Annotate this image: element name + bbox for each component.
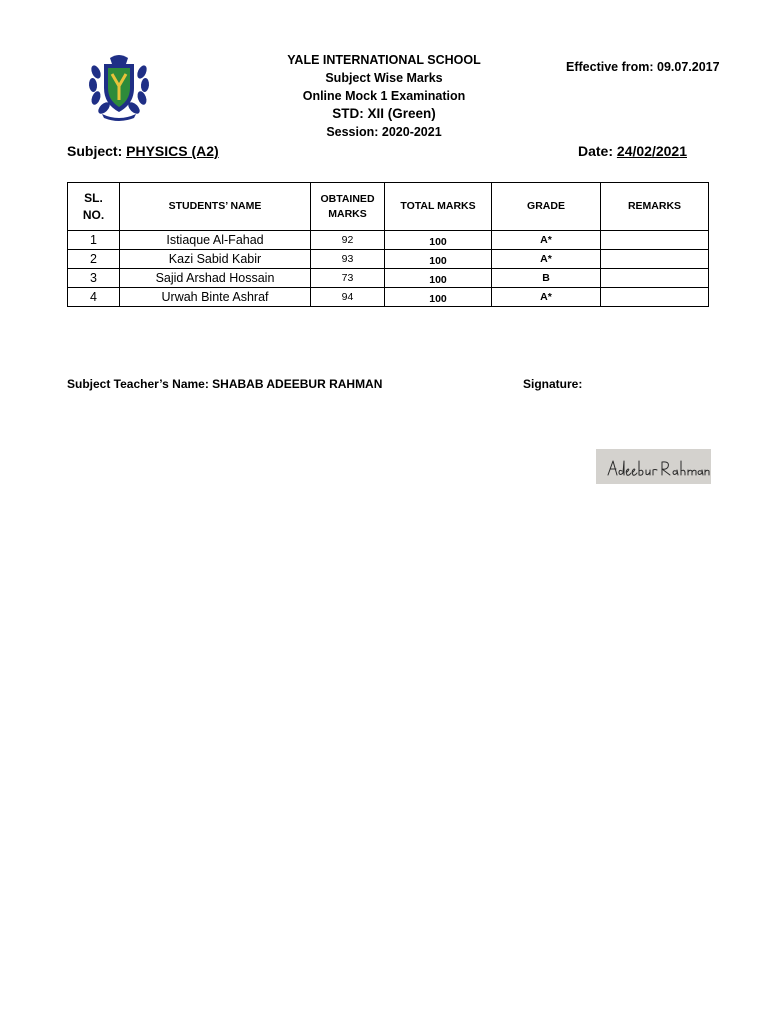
header-remarks: REMARKS <box>601 183 709 231</box>
cell-total: 100 <box>385 269 492 288</box>
table-row <box>68 269 709 288</box>
subject-label: Subject: <box>67 143 127 159</box>
cell-student-name: Sajid Arshad Hossain <box>120 269 311 288</box>
date-line <box>578 143 687 159</box>
cell-student-name: Kazi Sabid Kabir <box>120 250 311 269</box>
signature-image <box>596 449 711 484</box>
table-row <box>68 231 709 250</box>
signature-label: Signature: <box>523 377 583 391</box>
school-crest-logo <box>88 52 150 122</box>
cell-student-name: Urwah Binte Ashraf <box>120 288 311 307</box>
teacher-line <box>67 377 382 391</box>
cell-obtained: 93 <box>311 250 385 269</box>
session-year: Session: 2020-2021 <box>326 125 442 139</box>
cell-obtained: 92 <box>311 231 385 250</box>
header-obtained-line2: MARKS <box>328 207 367 220</box>
header-obtained-marks <box>311 183 385 231</box>
cell-grade: A* <box>492 231 601 250</box>
document-title: Subject Wise Marks <box>325 71 443 85</box>
document-header <box>254 51 514 141</box>
subject-line <box>67 143 219 159</box>
header-sl-no <box>68 183 120 231</box>
header-sl-line2: NO. <box>82 207 105 222</box>
header-grade: GRADE <box>492 183 601 231</box>
cell-grade: A* <box>492 288 601 307</box>
handwritten-signature <box>596 449 711 484</box>
cell-sl: 4 <box>68 288 120 307</box>
marks-table <box>67 182 709 307</box>
cell-remarks <box>601 288 709 307</box>
cell-total: 100 <box>385 250 492 269</box>
header-sl-line1: SL. <box>84 190 103 205</box>
school-name: YALE INTERNATIONAL SCHOOL <box>287 53 481 67</box>
cell-grade: B <box>492 269 601 288</box>
date-label: Date: <box>578 143 617 159</box>
teacher-label: Subject Teacher’s Name: <box>67 377 213 391</box>
subject-value: PHYSICS (A2) <box>126 143 219 159</box>
cell-total: 100 <box>385 288 492 307</box>
exam-name: Online Mock 1 Examination <box>302 89 466 103</box>
table-row <box>68 250 709 269</box>
cell-obtained: 73 <box>311 269 385 288</box>
standard-class: STD: XII (Green) <box>332 106 436 121</box>
date-value: 24/02/2021 <box>616 143 687 159</box>
cell-obtained: 94 <box>311 288 385 307</box>
cell-remarks <box>601 231 709 250</box>
header-students-name: STUDENTS’ NAME <box>120 183 311 231</box>
cell-sl: 1 <box>68 231 120 250</box>
table-header-row <box>68 183 709 231</box>
cell-total: 100 <box>385 231 492 250</box>
header-total-marks: TOTAL MARKS <box>385 183 492 231</box>
cell-sl: 2 <box>68 250 120 269</box>
cell-grade: A* <box>492 250 601 269</box>
effective-date: Effective from: 09.07.2017 <box>566 60 720 74</box>
cell-remarks <box>601 269 709 288</box>
header-obtained-line1: OBTAINED <box>320 192 375 205</box>
cell-student-name: Istiaque Al-Fahad <box>120 231 311 250</box>
cell-sl: 3 <box>68 269 120 288</box>
table-row <box>68 288 709 307</box>
cell-remarks <box>601 250 709 269</box>
school-crest-icon <box>88 52 150 122</box>
teacher-name: SHABAB ADEEBUR RAHMAN <box>212 377 383 391</box>
